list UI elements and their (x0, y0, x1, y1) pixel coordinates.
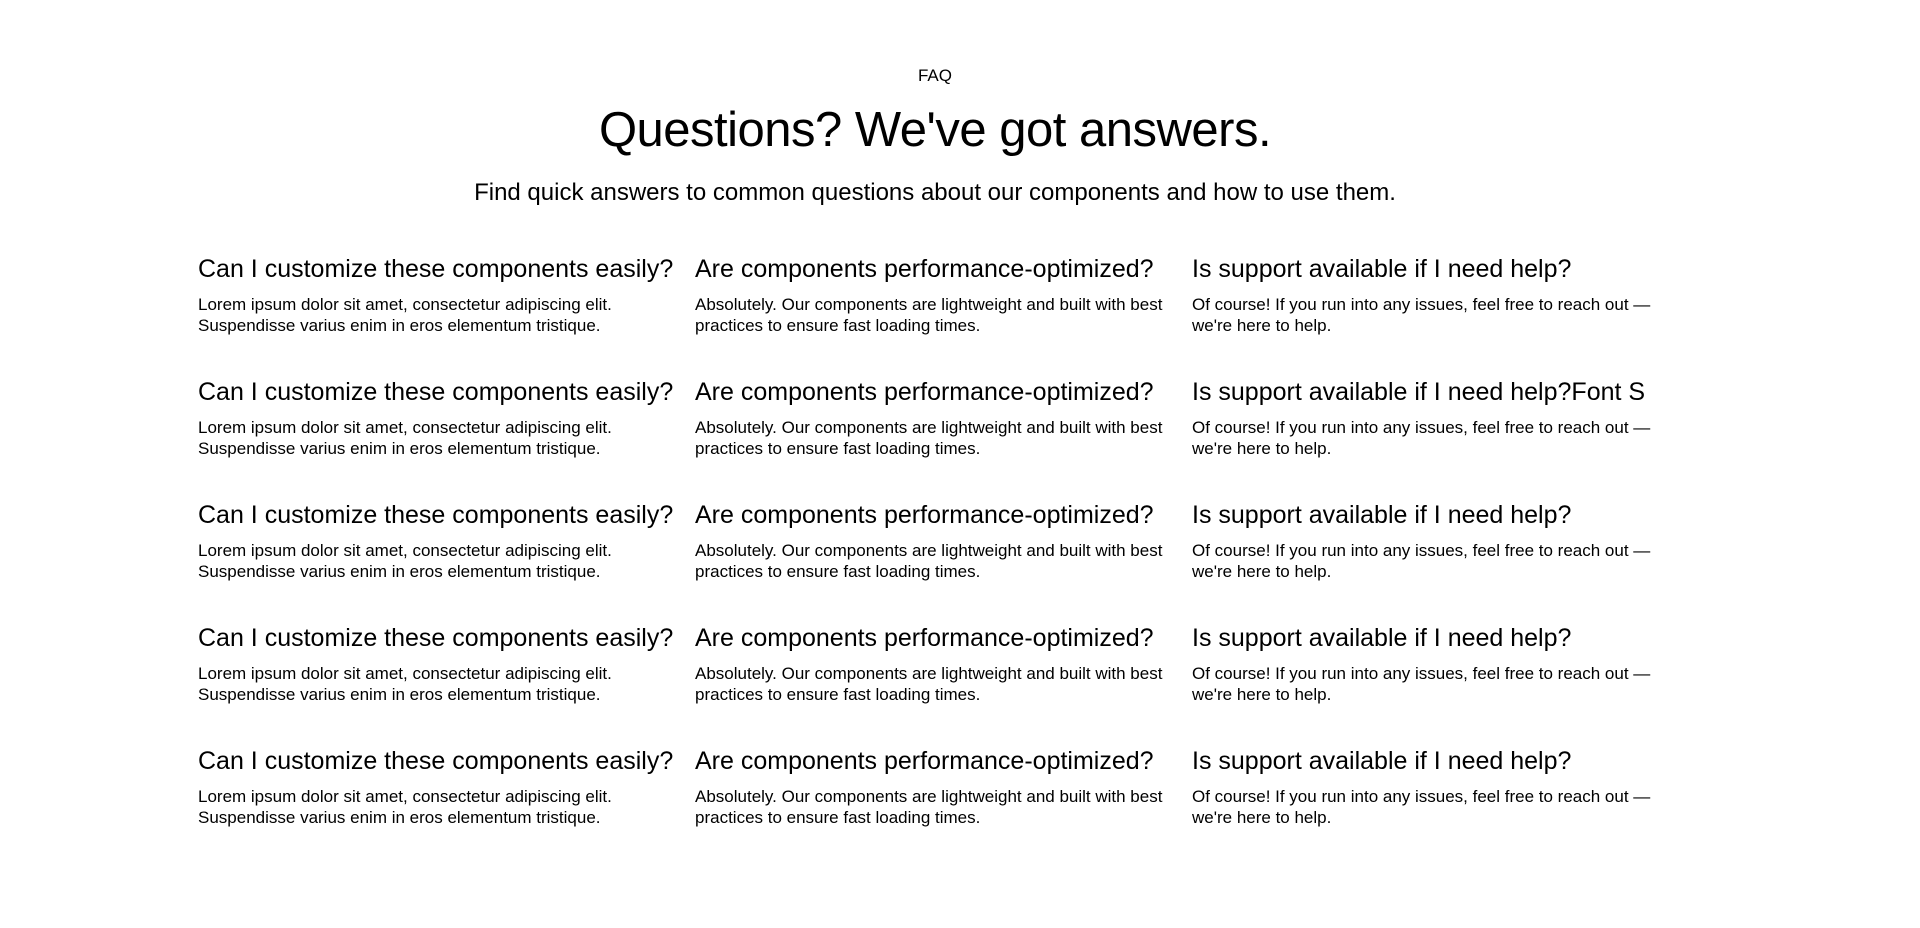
faq-answer: Lorem ipsum dolor sit amet, consectetur adipiscing elit. Suspendisse varius enim in eros elementum tristique. (198, 418, 612, 458)
faq-answer: Absolutely. Our components are lightweight and built with best practices to ensure fast loading times. (695, 418, 1163, 458)
faq-answer: Lorem ipsum dolor sit amet, consectetur adipiscing elit. Suspendisse varius enim in eros elementum tristique. (198, 295, 612, 335)
faq-answer: Of course! If you run into any issues, feel free to reach out — we're here to help. (1192, 787, 1651, 827)
faq-answer: Absolutely. Our components are lightweight and built with best practices to ensure fast loading times. (695, 295, 1163, 335)
faq-eyebrow: FAQ (917, 66, 952, 85)
faq-question: Can I customize these components easily? (198, 747, 674, 775)
faq-item (198, 623, 688, 746)
faq-item (1192, 746, 1682, 869)
faq-item (198, 377, 688, 500)
faq-answer: Of course! If you run into any issues, feel free to reach out — we're here to help. (1192, 295, 1651, 335)
faq-grid (198, 254, 1678, 869)
faq-answer: Absolutely. Our components are lightweight and built with best practices to ensure fast loading times. (695, 541, 1163, 581)
faq-answer: Lorem ipsum dolor sit amet, consectetur adipiscing elit. Suspendisse varius enim in eros elementum tristique. (198, 541, 612, 581)
faq-answer: Of course! If you run into any issues, feel free to reach out — we're here to help. (1192, 418, 1651, 458)
faq-question: Are components performance-optimized? (695, 747, 1154, 775)
faq-question: Are components performance-optimized? (695, 255, 1154, 283)
faq-answer: Lorem ipsum dolor sit amet, consectetur adipiscing elit. Suspendisse varius enim in eros elementum tristique. (198, 664, 612, 704)
faq-question: Is support available if I need help? (1192, 501, 1572, 529)
faq-item (1192, 377, 1682, 500)
faq-item (695, 746, 1185, 869)
faq-item (695, 377, 1185, 500)
faq-answer: Of course! If you run into any issues, feel free to reach out — we're here to help. (1192, 664, 1651, 704)
faq-item (1192, 500, 1682, 623)
page-title: Questions? We've got answers. (598, 103, 1272, 157)
faq-question: Are components performance-optimized? (695, 378, 1154, 406)
faq-item (695, 254, 1185, 377)
faq-question: Is support available if I need help? (1192, 747, 1572, 775)
faq-question: Is support available if I need help? (1192, 624, 1572, 652)
faq-item (695, 623, 1185, 746)
faq-question: Is support available if I need help?Font S (1192, 378, 1646, 406)
page-subtitle: Find quick answers to common questions about our components and how to use them. (474, 179, 1396, 206)
faq-answer: Absolutely. Our components are lightweight and built with best practices to ensure fast loading times. (695, 787, 1163, 827)
faq-question: Are components performance-optimized? (695, 501, 1154, 529)
faq-question: Is support available if I need help? (1192, 255, 1572, 283)
faq-item (198, 254, 688, 377)
faq-item (198, 500, 688, 623)
faq-answer: Absolutely. Our components are lightweight and built with best practices to ensure fast loading times. (695, 664, 1163, 704)
faq-answer: Of course! If you run into any issues, feel free to reach out — we're here to help. (1192, 541, 1651, 581)
faq-question: Can I customize these components easily? (198, 501, 674, 529)
faq-item (1192, 254, 1682, 377)
faq-item (1192, 623, 1682, 746)
faq-question: Can I customize these components easily? (198, 624, 674, 652)
faq-item (695, 500, 1185, 623)
faq-answer: Lorem ipsum dolor sit amet, consectetur adipiscing elit. Suspendisse varius enim in eros elementum tristique. (198, 787, 612, 827)
faq-question: Can I customize these components easily? (198, 255, 674, 283)
faq-question: Can I customize these components easily? (198, 378, 674, 406)
faq-item (198, 746, 688, 869)
faq-question: Are components performance-optimized? (695, 624, 1154, 652)
